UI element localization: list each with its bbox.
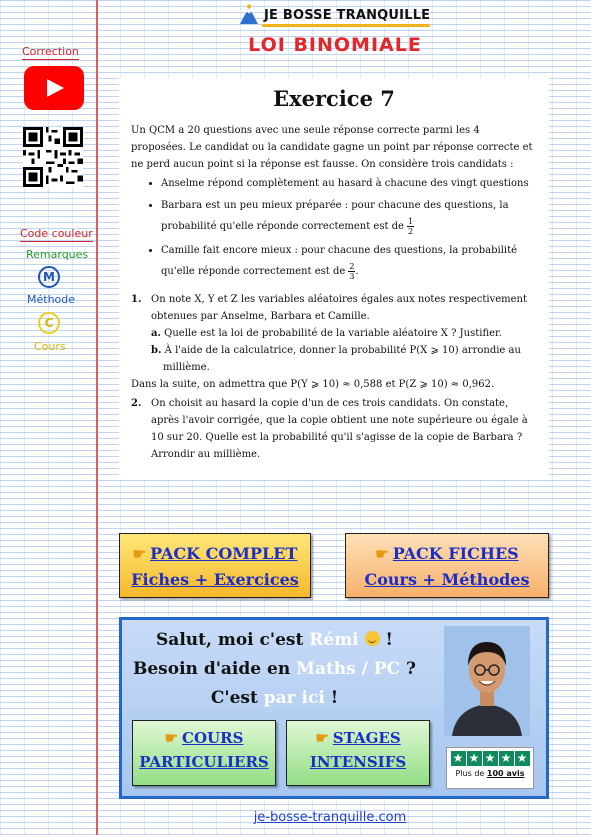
- pack-complet-button[interactable]: ☛ PACK COMPLET Fiches + Exercices: [119, 533, 311, 598]
- pointing-hand-icon: ☛: [375, 545, 389, 563]
- list-item-anselme: • Anselme répond complètement au hasard à chacune des vingt questions: [161, 175, 537, 192]
- question-1-text: On note X, Y et Z les variables aléatoires égales aux notes respectivement obtenues par Anselme, Barbara et Camille.: [151, 294, 528, 322]
- method-badge-icon: M: [38, 266, 60, 288]
- brand-name: JE BOSSE TRANQUILLE: [264, 7, 431, 23]
- fraction-two-thirds: $\frac{2}{3}$: [349, 262, 355, 281]
- youtube-play-icon[interactable]: [24, 66, 84, 110]
- question-1: [131, 291, 537, 325]
- question-2-number: 2.: [131, 398, 142, 409]
- exercise-card: [119, 78, 549, 480]
- stages-intensifs-button[interactable]: ☛ STAGES INTENSIFS: [286, 720, 430, 786]
- qr-code-icon[interactable]: [23, 127, 83, 187]
- correction-label: Correction: [22, 45, 79, 58]
- candidates-list: [131, 175, 537, 282]
- reviews-badge[interactable]: [446, 747, 534, 789]
- list-item-camille: • Camille fait encore mieux : pour chacune des questions, la probabilité qu'elle réponde correctement est de $\frac{2}{3}$ .: [161, 240, 537, 282]
- question-1a: a. Quelle est la loi de probabilité de la variable aléatoire X ? Justifier.: [151, 328, 502, 339]
- cours-particuliers-button[interactable]: ☛ COURS PARTICULIERS: [132, 720, 276, 786]
- admitted-values: Dans la suite, on admettra que P(Y ⩾ 10) ≈ 0,588 et P(Z ⩾ 10) ≈ 0,962.: [131, 379, 495, 390]
- question-2-text: On choisit au hasard la copie d'un de ces trois candidats. On constate, après l'avoir corrigée, que la copie obtient une note supérieure ou égale à 10 sur 20. Quelle est la probabilité qu'il s'agisse de la copie de Barbara ? Arrondir au millième.: [151, 398, 528, 460]
- promo-text: Salut, moi c'est Rémi ! Besoin d'aide en Maths / PC ? C'est par ici !: [133, 630, 416, 708]
- brand-underline: [262, 24, 430, 27]
- tutor-avatar: [444, 626, 530, 736]
- color-code-title: Code couleur: [20, 227, 93, 240]
- course-label: Cours: [34, 340, 66, 353]
- exercise-title: Exercice 7: [273, 86, 395, 111]
- mountain-logo-icon: [238, 4, 260, 26]
- margin-line: [96, 0, 98, 835]
- reviews-count: Plus de 100 avis: [455, 769, 525, 778]
- chapter-title: LOI BINOMIALE: [248, 34, 422, 56]
- pointing-hand-icon: ☛: [315, 729, 329, 747]
- brand-logo-block[interactable]: [238, 4, 430, 26]
- method-label: Méthode: [27, 293, 76, 306]
- website-link[interactable]: je-bosse-tranquille.com: [253, 810, 407, 825]
- question-1b: b. À l'aide de la calculatrice, donner la probabilité P(X ⩾ 10) arrondie au: [151, 345, 521, 356]
- five-stars-icon: ★ ★ ★ ★ ★: [447, 751, 533, 766]
- pointing-hand-icon: ☛: [164, 729, 179, 747]
- course-badge-icon: C: [38, 312, 60, 334]
- pack-fiches-button[interactable]: ☛ PACK FICHES Cours + Méthodes: [345, 533, 549, 598]
- question-1b-continued: millième.: [163, 362, 210, 373]
- pointing-hand-icon: ☛: [132, 545, 147, 563]
- question-1-number: 1.: [131, 294, 142, 305]
- fraction-one-half: $\frac{1}{2}$: [407, 217, 414, 236]
- smiley-icon: [365, 631, 380, 646]
- remarks-label: Remarques: [26, 248, 89, 261]
- tutoring-promo-box: [119, 617, 549, 799]
- list-item-barbara: • Barbara est un peu mieux préparée : pour chacune des questions, la probabilité qu'elle réponde correctement est de $\frac{1}{2}$: [161, 195, 537, 237]
- question-2: [131, 395, 537, 463]
- exercise-intro: Un QCM a 20 questions avec une seule réponse correcte parmi les 4 proposées. Le candidat ou la candidate gagne un point par réponse correcte et ne perd aucun point si la réponse est fausse. On considère trois candidats :: [131, 125, 533, 170]
